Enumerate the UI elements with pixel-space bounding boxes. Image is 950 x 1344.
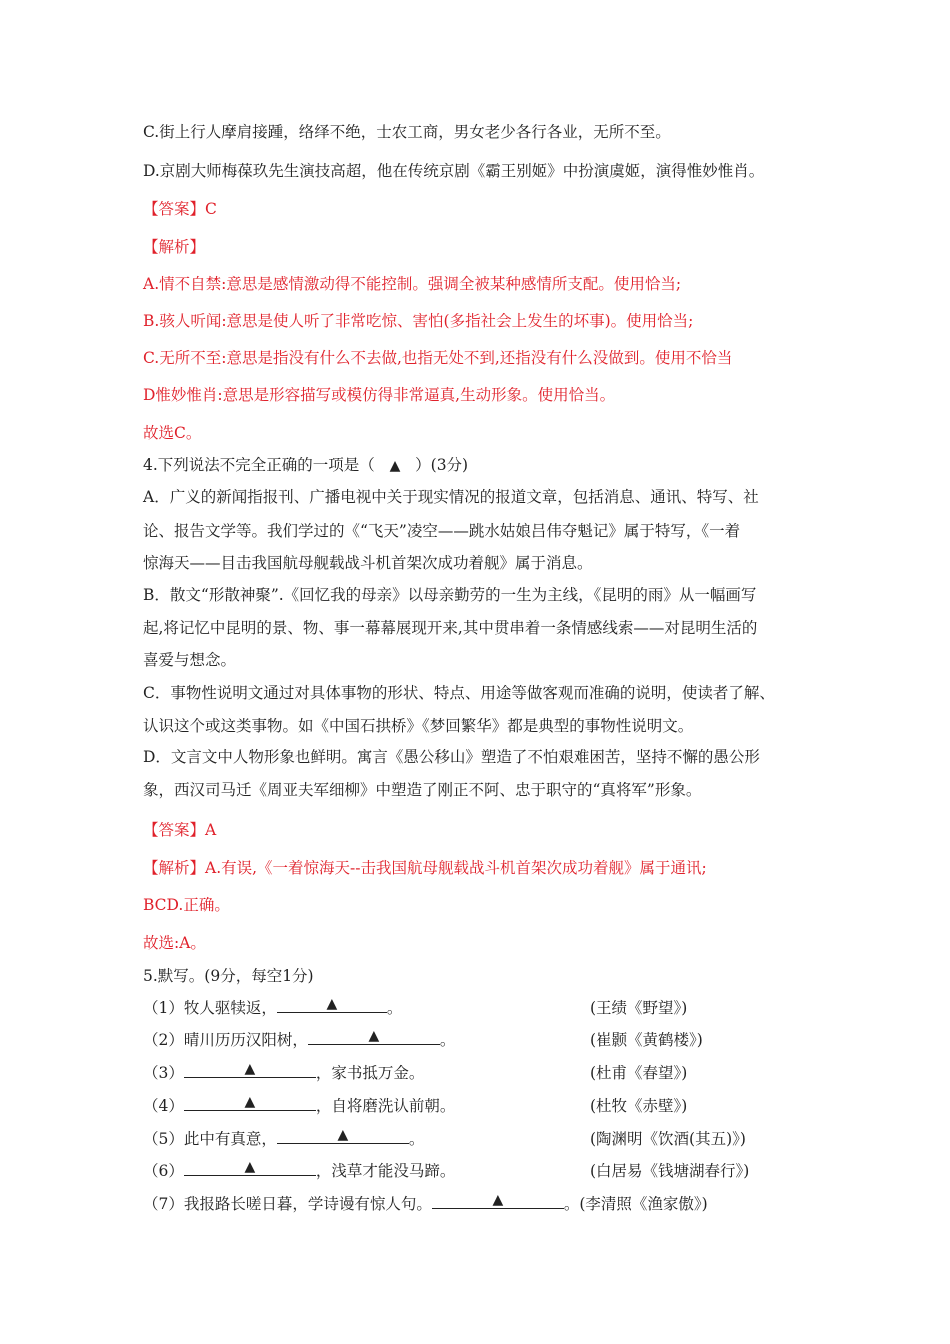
blank-marker-triangle: ▲ — [326, 996, 338, 1012]
dictation-line: （7）我报路长嗟日暮，学诗谩有惊人句。 ▲ 。(李清照《渔家傲》) — [143, 1192, 708, 1213]
dictation-line: （1）牧人驱犊返， ▲ 。 — [143, 996, 403, 1017]
dictation-line: （2）晴川历历汉阳树， ▲ 。 — [143, 1028, 456, 1049]
q3-option-c: C.街上行人摩肩接踵，络绎不绝，士农工商，男女老少各行各业，无所不至。 — [143, 123, 671, 141]
answer-blank[interactable] — [308, 1030, 440, 1045]
dictation-line: （5）此中有真意， ▲ 。 — [143, 1127, 425, 1148]
blank-marker-triangle: ▲ — [492, 1192, 504, 1208]
q3-answer: 【答案】C — [143, 200, 217, 218]
dictation-source: (王绩《野望》) — [590, 999, 688, 1017]
dictation-source: (杜甫《春望》) — [590, 1064, 688, 1082]
q4-option-b-line3: 喜爱与想念。 — [143, 651, 237, 669]
q4-stem — [143, 455, 468, 476]
blank-marker-triangle: ▲ — [244, 1061, 256, 1077]
dictation-source: (崔颢《黄鹤楼》) — [590, 1031, 703, 1049]
q4-option-b-line2: 起,将记忆中昆明的景、物、事一幕幕展现开来,其中贯串着一条情感线索——对昆明生活的 — [143, 619, 758, 637]
dictation-line: （4） ▲ ，自将磨洗认前朝。 — [143, 1094, 456, 1115]
answer-blank-marker: ▲ — [389, 458, 401, 474]
q4-option-d-line2: 象，西汉司马迁《周亚夫军细柳》中塑造了刚正不阿、忠于职守的“真将军”形象。 — [143, 781, 702, 799]
answer-blank[interactable] — [184, 1161, 316, 1176]
dictation-source: (杜牧《赤壁》) — [590, 1097, 688, 1115]
q4-option-c-line2: 认识这个或这类事物。如《中国石拱桥》《梦回繁华》都是典型的事物性说明文。 — [143, 717, 694, 735]
q3-analysis-c: C.无所不至:意思是指没有什么不去做,也指无处不到,还指没有什么没做到。使用不恰当 — [143, 349, 733, 367]
answer-blank[interactable] — [277, 1129, 409, 1144]
answer-blank[interactable] — [184, 1063, 316, 1078]
dictation-line: （3） ▲ ，家书抵万金。 — [143, 1061, 425, 1082]
answer-blank[interactable] — [277, 998, 387, 1013]
q4-bcd: BCD.正确。 — [143, 896, 230, 914]
answer-blank[interactable] — [184, 1096, 316, 1111]
q4-choose: 故选:A。 — [143, 934, 206, 952]
q4-option-d-line1: D．文言文中人物形象也鲜明。寓言《愚公移山》塑造了不怕艰难困苦，坚持不懈的愚公形 — [143, 748, 760, 766]
q3-analysis-d: D惟妙惟肖:意思是形容描写或模仿得非常逼真,生动形象。使用恰当。 — [143, 386, 616, 404]
q4-option-a-line2: 论、报告文学等。我们学过的《“飞天”凌空——跳水姑娘吕伟夺魁记》属于特写，《一着 — [143, 522, 741, 540]
blank-marker-triangle: ▲ — [244, 1159, 256, 1175]
dictation-source: (陶渊明《饮酒(其五)》) — [590, 1130, 746, 1148]
q3-choose: 故选C。 — [143, 424, 202, 442]
blank-marker-triangle: ▲ — [244, 1094, 256, 1110]
blank-marker-triangle: ▲ — [337, 1127, 349, 1143]
q3-analysis-b: B.骇人听闻:意思是使人听了非常吃惊、害怕(多指社会上发生的坏事)。使用恰当; — [143, 312, 694, 330]
q3-option-d: D.京剧大师梅葆玖先生演技高超，他在传统京剧《霸王别姬》中扮演虞姬，演得惟妙惟肖。 — [143, 162, 765, 180]
q3-analysis-a: A.情不自禁:意思是感情激动得不能控制。强调全被某种感情所支配。使用恰当; — [143, 275, 682, 293]
q4-option-a-line1: A．广义的新闻指报刊、广播电视中关于现实情况的报道文章，包括消息、通讯、特写、社 — [143, 488, 759, 506]
q4-option-b-line1: B．散文“形散神聚”.《回忆我的母亲》以母亲勤劳的一生为主线，《昆明的雨》从一幅画写 — [143, 586, 757, 604]
q4-option-a-line3: 惊海天——目击我国航母舰载战斗机首架次成功着舰》属于消息。 — [143, 554, 593, 572]
answer-blank[interactable] — [432, 1194, 564, 1209]
q4-answer: 【答案】A — [143, 821, 217, 839]
q4-option-c-line1: C．事物性说明文通过对具体事物的形状、特点、用途等做客观而准确的说明，使读者了解、 — [143, 684, 775, 702]
dictation-line: （6） ▲ ，浅草才能没马蹄。 — [143, 1159, 456, 1180]
q4-stem-pre: 4.下列说法不完全正确的一项是（ — [143, 456, 375, 474]
q4-stem-post: ）(3分) — [415, 456, 469, 474]
q4-analysis: 【解析】A.有误,《一着惊海天--击我国航母舰载战斗机首架次成功着舰》属于通讯; — [143, 859, 707, 877]
q3-analysis-label: 【解析】 — [143, 238, 206, 256]
dictation-source: (白居易《钱塘湖春行》) — [590, 1162, 750, 1180]
q5-stem: 5.默写。(9分，每空1分) — [143, 967, 314, 985]
blank-marker-triangle: ▲ — [368, 1028, 380, 1044]
